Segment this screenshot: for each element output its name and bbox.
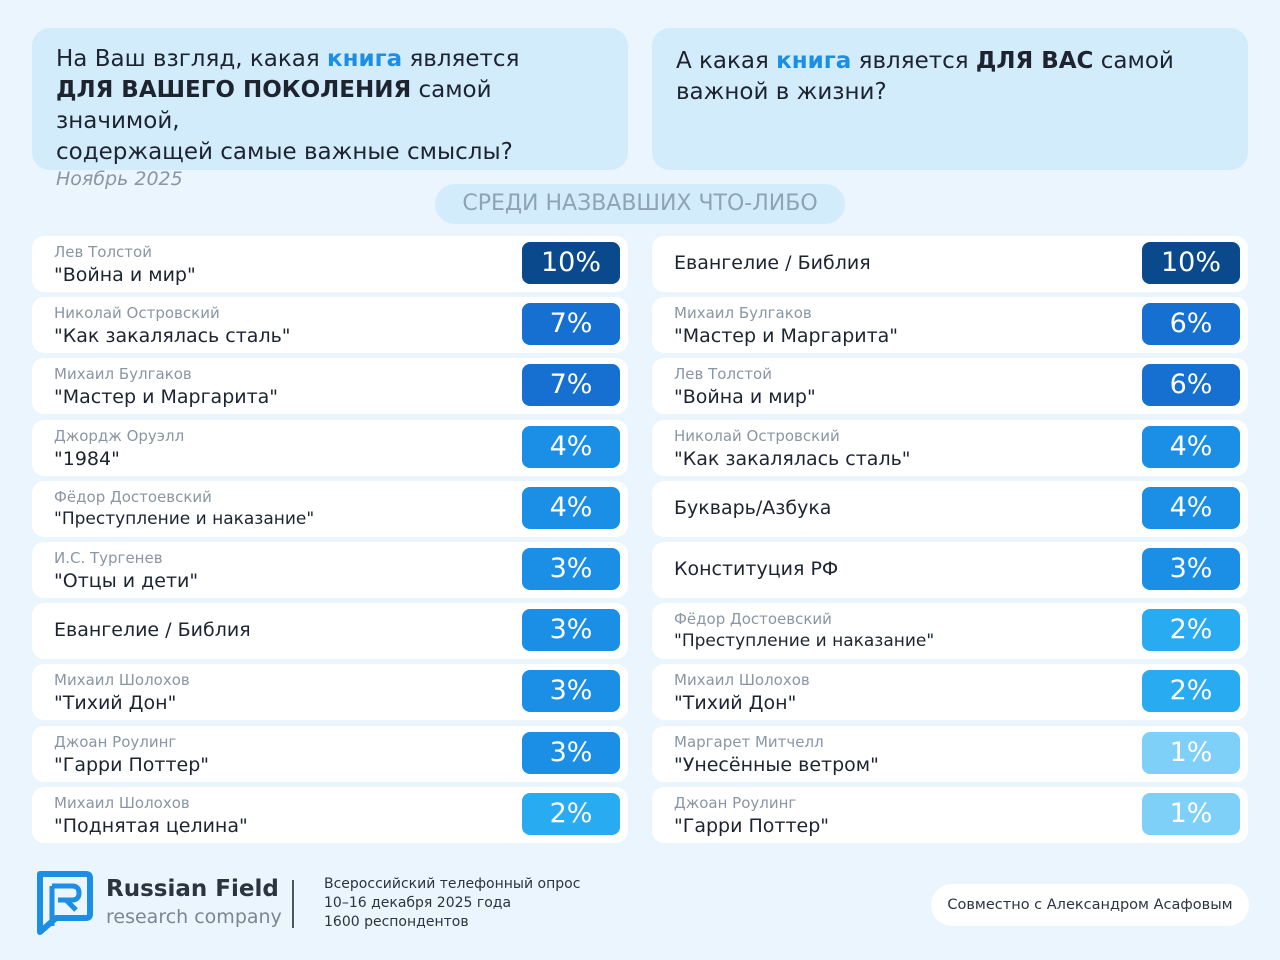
left-q-part: содержащей самые важные смыслы? bbox=[56, 139, 513, 165]
right-q-strong: ДЛЯ ВАС bbox=[975, 48, 1094, 74]
percent-badge: 1% bbox=[1142, 793, 1240, 835]
left-q-part: На Ваш взгляд, какая bbox=[56, 46, 327, 72]
right-q-part: самой bbox=[1093, 48, 1174, 74]
book-title: "Преступление и наказание" bbox=[54, 508, 315, 529]
right-book-row bbox=[652, 542, 1248, 598]
book-author: Лев Толстой bbox=[674, 365, 772, 384]
book-author: Николай Островский bbox=[674, 426, 840, 445]
book-title: Букварь/Азбука bbox=[674, 496, 832, 519]
percent-badge: 3% bbox=[522, 732, 620, 774]
footer-divider bbox=[292, 880, 294, 928]
book-author: Джордж Оруэлл bbox=[54, 426, 185, 445]
percent-badge: 7% bbox=[522, 303, 620, 345]
left-question-text bbox=[56, 44, 604, 168]
book-title: "Гарри Поттер" bbox=[54, 753, 210, 776]
book-title: "Война и мир" bbox=[54, 264, 196, 286]
book-author: Лев Толстой bbox=[54, 243, 152, 261]
survey-info bbox=[324, 875, 580, 932]
book-author: Фёдор Достоевский bbox=[674, 610, 832, 629]
right-q-part: важной в жизни? bbox=[676, 79, 887, 105]
percent-badge: 3% bbox=[522, 670, 620, 712]
right-book-row bbox=[652, 664, 1248, 720]
percent-badge: 7% bbox=[522, 364, 620, 406]
left-book-row bbox=[32, 481, 628, 537]
percent-badge: 6% bbox=[1142, 364, 1240, 406]
book-title: "Тихий Дон" bbox=[54, 692, 177, 715]
book-title: Конституция РФ bbox=[674, 557, 839, 580]
book-author: Михаил Булгаков bbox=[54, 365, 192, 384]
book-author: И.С. Тургенев bbox=[54, 548, 163, 567]
percent-badge: 10% bbox=[522, 242, 620, 284]
book-title: "Как закалялась сталь" bbox=[54, 325, 291, 348]
right-book-row bbox=[652, 481, 1248, 537]
survey-line: 10–16 декабря 2025 года bbox=[324, 895, 512, 911]
right-book-row bbox=[652, 297, 1248, 353]
left-ranking-list bbox=[32, 236, 628, 848]
book-title: "Отцы и дети" bbox=[54, 569, 199, 592]
right-q-part: А какая bbox=[676, 48, 777, 74]
book-author: Маргарет Митчелл bbox=[674, 732, 824, 751]
right-book-row bbox=[652, 420, 1248, 476]
survey-line: Всероссийский телефонный опрос bbox=[324, 876, 581, 892]
left-book-row bbox=[32, 420, 628, 476]
book-author: Михаил Шолохов bbox=[54, 793, 190, 812]
left-book-row bbox=[32, 726, 628, 782]
book-title: Евангелие / Библия bbox=[674, 252, 871, 274]
book-title: "Преступление и наказание" bbox=[674, 631, 935, 652]
book-title: Евангелие / Библия bbox=[54, 619, 251, 642]
left-book-row bbox=[32, 358, 628, 414]
left-question-box bbox=[32, 28, 628, 190]
book-title: "1984" bbox=[54, 447, 120, 470]
percent-badge: 1% bbox=[1142, 732, 1240, 774]
percent-badge: 3% bbox=[1142, 548, 1240, 590]
left-book-row bbox=[32, 236, 628, 292]
left-book-row bbox=[32, 664, 628, 720]
book-title: "Поднятая целина" bbox=[54, 814, 248, 837]
left-question-date: Ноябрь 2025 bbox=[56, 168, 183, 190]
filter-label: СРЕДИ НАЗВАВШИХ ЧТО-ЛИБО bbox=[435, 184, 845, 224]
book-title: "Унесённые ветром" bbox=[674, 753, 879, 776]
book-title: "Как закалялась сталь" bbox=[674, 447, 911, 470]
right-book-row bbox=[652, 787, 1248, 843]
right-book-row bbox=[652, 236, 1248, 292]
rf-logo-icon bbox=[32, 870, 94, 936]
brand-subtitle: research company bbox=[106, 906, 282, 928]
book-title: "Война и мир" bbox=[674, 386, 816, 409]
right-q-part: является bbox=[851, 48, 976, 74]
book-author: Михаил Шолохов bbox=[674, 671, 810, 690]
percent-badge: 2% bbox=[1142, 609, 1240, 651]
percent-badge: 2% bbox=[1142, 670, 1240, 712]
right-question-box bbox=[652, 28, 1248, 170]
left-book-row bbox=[32, 787, 628, 843]
percent-badge: 2% bbox=[522, 793, 620, 835]
percent-badge: 4% bbox=[1142, 426, 1240, 468]
left-book-row bbox=[32, 297, 628, 353]
book-title: "Мастер и Маргарита" bbox=[674, 325, 899, 348]
book-author: Джоан Роулинг bbox=[674, 793, 797, 812]
joint-credit-badge: Совместно с Александром Асафовым bbox=[931, 884, 1249, 926]
percent-badge: 3% bbox=[522, 548, 620, 590]
percent-badge: 4% bbox=[522, 426, 620, 468]
left-q-part: самой значимой, bbox=[56, 77, 492, 134]
book-title: "Гарри Поттер" bbox=[674, 814, 830, 837]
right-question-text bbox=[676, 46, 1224, 108]
left-q-strong: ДЛЯ ВАШЕГО ПОКОЛЕНИЯ bbox=[56, 77, 412, 103]
brand-name: Russian Field bbox=[106, 876, 279, 902]
percent-badge: 6% bbox=[1142, 303, 1240, 345]
percent-badge: 10% bbox=[1142, 242, 1240, 284]
left-q-accent: книга bbox=[326, 46, 403, 72]
percent-badge: 4% bbox=[1142, 487, 1240, 529]
right-book-row bbox=[652, 726, 1248, 782]
book-author: Николай Островский bbox=[54, 304, 220, 323]
book-author: Фёдор Достоевский bbox=[54, 487, 212, 506]
book-title: "Мастер и Маргарита" bbox=[54, 386, 279, 409]
right-book-row bbox=[652, 358, 1248, 414]
left-book-row bbox=[32, 603, 628, 659]
survey-line: 1600 респондентов bbox=[324, 914, 469, 930]
book-title: "Тихий Дон" bbox=[674, 692, 797, 715]
left-q-part: является bbox=[402, 46, 520, 72]
book-author: Михаил Шолохов bbox=[54, 671, 190, 690]
percent-badge: 4% bbox=[522, 487, 620, 529]
right-q-accent: книга bbox=[776, 48, 852, 74]
book-author: Михаил Булгаков bbox=[674, 304, 812, 323]
right-ranking-list bbox=[652, 236, 1248, 848]
left-book-row bbox=[32, 542, 628, 598]
right-book-row bbox=[652, 603, 1248, 659]
book-author: Джоан Роулинг bbox=[54, 732, 177, 751]
percent-badge: 3% bbox=[522, 609, 620, 651]
